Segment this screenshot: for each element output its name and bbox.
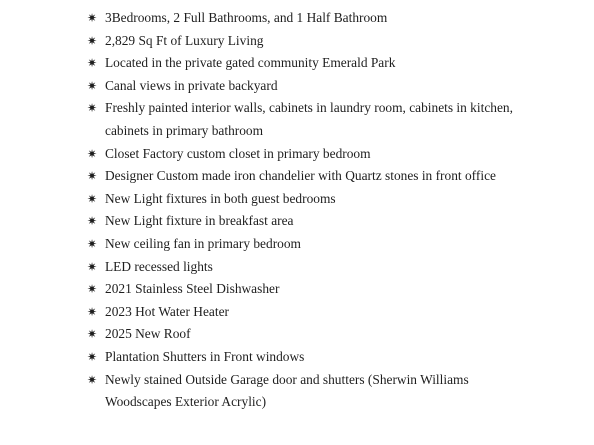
list-item-text: New ceiling fan in primary bedroom — [105, 235, 301, 251]
list-item — [0, 188, 594, 211]
list-item-text: Plantation Shutters in Front windows — [105, 348, 305, 364]
list-item — [0, 301, 594, 324]
list-item — [0, 369, 594, 414]
asterisk-bullet-icon: ✷ — [86, 259, 98, 274]
list-item-text: 2,829 Sq Ft of Luxury Living — [105, 32, 264, 48]
list-item — [0, 233, 594, 256]
list-item-text: Newly stained Outside Garage door and shutters (Sherwin Williams Woodscapes Exterior Acrylic) — [105, 371, 469, 410]
asterisk-bullet-icon: ✷ — [86, 11, 98, 25]
list-item — [0, 97, 594, 142]
list-item-text: Located in the private gated community Emerald Park — [105, 55, 396, 71]
list-item — [0, 75, 594, 98]
asterisk-bullet-icon: ✷ — [86, 304, 98, 319]
list-item-text: New Light fixtures in both guest bedrooms — [105, 190, 336, 206]
list-item-text: Designer Custom made iron chandelier with Quartz stones in front office — [105, 168, 496, 184]
document-page — [0, 7, 594, 414]
list-item — [0, 52, 594, 75]
list-item-text: Canal views in private backyard — [105, 77, 278, 93]
asterisk-bullet-icon: ✷ — [86, 372, 98, 387]
list-item — [0, 7, 594, 30]
list-item — [0, 143, 594, 166]
list-item — [0, 210, 594, 233]
list-item-text: 3Bedrooms, 2 Full Bathrooms, and 1 Half Bathroom — [105, 10, 388, 25]
asterisk-bullet-icon: ✷ — [86, 101, 98, 116]
list-item-text: 2021 Stainless Steel Dishwasher — [105, 281, 280, 297]
list-item — [0, 30, 594, 53]
list-item — [0, 278, 594, 301]
asterisk-bullet-icon: ✷ — [86, 282, 98, 297]
asterisk-bullet-icon: ✷ — [86, 33, 98, 48]
asterisk-bullet-icon: ✷ — [86, 327, 98, 342]
list-item-text: Closet Factory custom closet in primary bedroom — [105, 145, 371, 161]
asterisk-bullet-icon: ✷ — [86, 214, 98, 229]
list-item-text: 2025 New Roof — [105, 326, 191, 342]
asterisk-bullet-icon: ✷ — [86, 169, 98, 184]
list-item — [0, 346, 594, 369]
asterisk-bullet-icon: ✷ — [86, 191, 98, 206]
list-item — [0, 256, 594, 279]
asterisk-bullet-icon: ✷ — [86, 146, 98, 161]
list-item-text: New Light fixture in breakfast area — [105, 213, 294, 229]
asterisk-bullet-icon: ✷ — [86, 349, 98, 364]
asterisk-bullet-icon: ✷ — [86, 78, 98, 93]
list-item-text: LED recessed lights — [105, 258, 213, 274]
feature-list — [0, 7, 594, 414]
asterisk-bullet-icon: ✷ — [86, 236, 98, 251]
list-item-text: Freshly painted interior walls, cabinets in laundry room, cabinets in kitchen, cabinets in primary bathroom — [105, 100, 513, 138]
list-item — [0, 165, 594, 188]
asterisk-bullet-icon: ✷ — [86, 56, 98, 71]
list-item-text: 2023 Hot Water Heater — [105, 303, 229, 319]
list-item — [0, 323, 594, 346]
